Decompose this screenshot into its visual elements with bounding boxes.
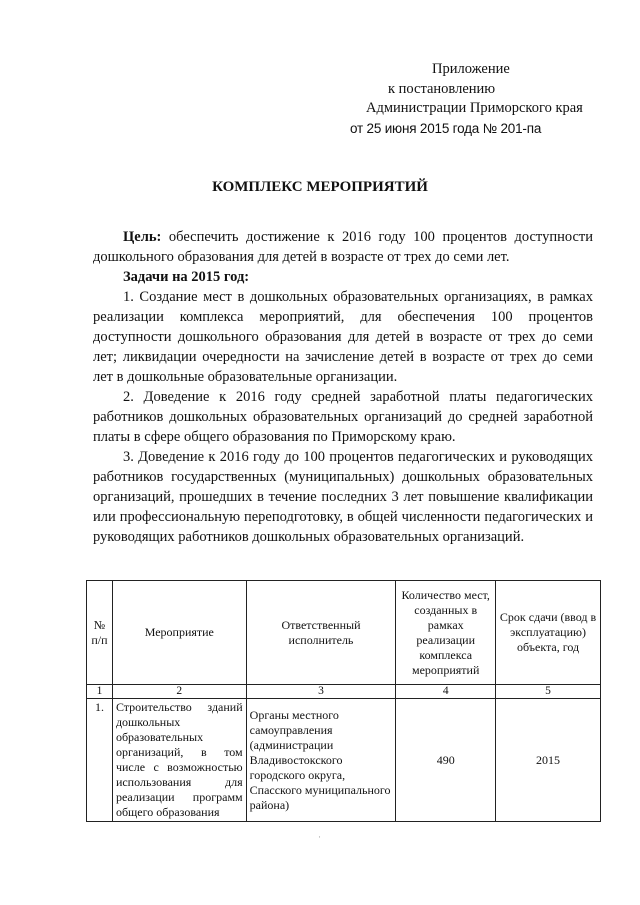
header-places: Количество мест, созданных в рамках реализации комплекса мероприятий bbox=[396, 581, 496, 685]
scan-speck: · bbox=[318, 832, 321, 842]
row-executor: Органы местного самоуправления (администрации Владивостокского городского округа, Спасского муниципального района) bbox=[246, 699, 396, 822]
column-number: 4 bbox=[396, 685, 496, 699]
column-number: 3 bbox=[246, 685, 396, 699]
header-executor: Ответственный исполнитель bbox=[246, 581, 396, 685]
task-3: 3. Доведение к 2016 году до 100 процентов педагогических и руководящих работников государственных (муниципальных) дошкольных образовательных организаций, прошедших в течение последних 3 лет повышение квалификации или профессиональную переподготовку, в общей численности педагогических и руководящих работников дошкольных образовательных организаций. bbox=[93, 449, 593, 545]
appendix-title: Приложение bbox=[432, 61, 510, 77]
goal-paragraph bbox=[93, 227, 593, 267]
measures-table bbox=[86, 580, 601, 822]
row-measure: Строительство зданий дошкольных образовательных организаций, в том числе с возможностью использования для реализации программ общего образования bbox=[112, 699, 246, 822]
row-places: 490 bbox=[396, 699, 496, 822]
table-row bbox=[87, 699, 601, 822]
task-2: 2. Доведение к 2016 году средней заработной платы педагогических работников дошкольных образовательных организаций до средней заработной платы в сфере общего образования по Приморскому краю. bbox=[93, 389, 593, 445]
column-number: 2 bbox=[112, 685, 246, 699]
header-number: № п/п bbox=[87, 581, 113, 685]
header-year: Срок сдачи (ввод в эксплуатацию) объекта, год bbox=[496, 581, 601, 685]
column-number: 5 bbox=[496, 685, 601, 699]
goal-text: обеспечить достижение к 2016 году 100 процентов доступности дошкольного образования для детей в возрасте от трех до семи лет. bbox=[93, 229, 593, 265]
table-column-numbers-row bbox=[87, 685, 601, 699]
header-measure: Мероприятие bbox=[112, 581, 246, 685]
appendix-block bbox=[340, 60, 600, 138]
document-body bbox=[93, 227, 593, 547]
appendix-date-number: от 25 июня 2015 года № 201-па bbox=[350, 120, 542, 136]
table-header-row bbox=[87, 581, 601, 685]
goal-label: Цель: bbox=[123, 229, 162, 245]
tasks-heading: Задачи на 2015 год: bbox=[123, 269, 250, 285]
task-1: 1. Создание мест в дошкольных образовательных организациях, в рамках реализации комплекса мероприятий, для обеспечения 100 процентов доступности дошкольного образования для детей в возрасте от трех до семи лет; ликвидации очередности на зачисление детей в возрасте от трех до семи лет в дошкольные образовательные организации. bbox=[93, 289, 593, 385]
row-number: 1. bbox=[87, 699, 113, 822]
appendix-authority: Администрации Приморского края bbox=[366, 100, 583, 116]
appendix-resolution: к постановлению bbox=[388, 80, 496, 97]
document-title: КОМПЛЕКС МЕРОПРИЯТИЙ bbox=[212, 179, 428, 195]
column-number: 1 bbox=[87, 685, 113, 699]
row-year: 2015 bbox=[496, 699, 601, 822]
